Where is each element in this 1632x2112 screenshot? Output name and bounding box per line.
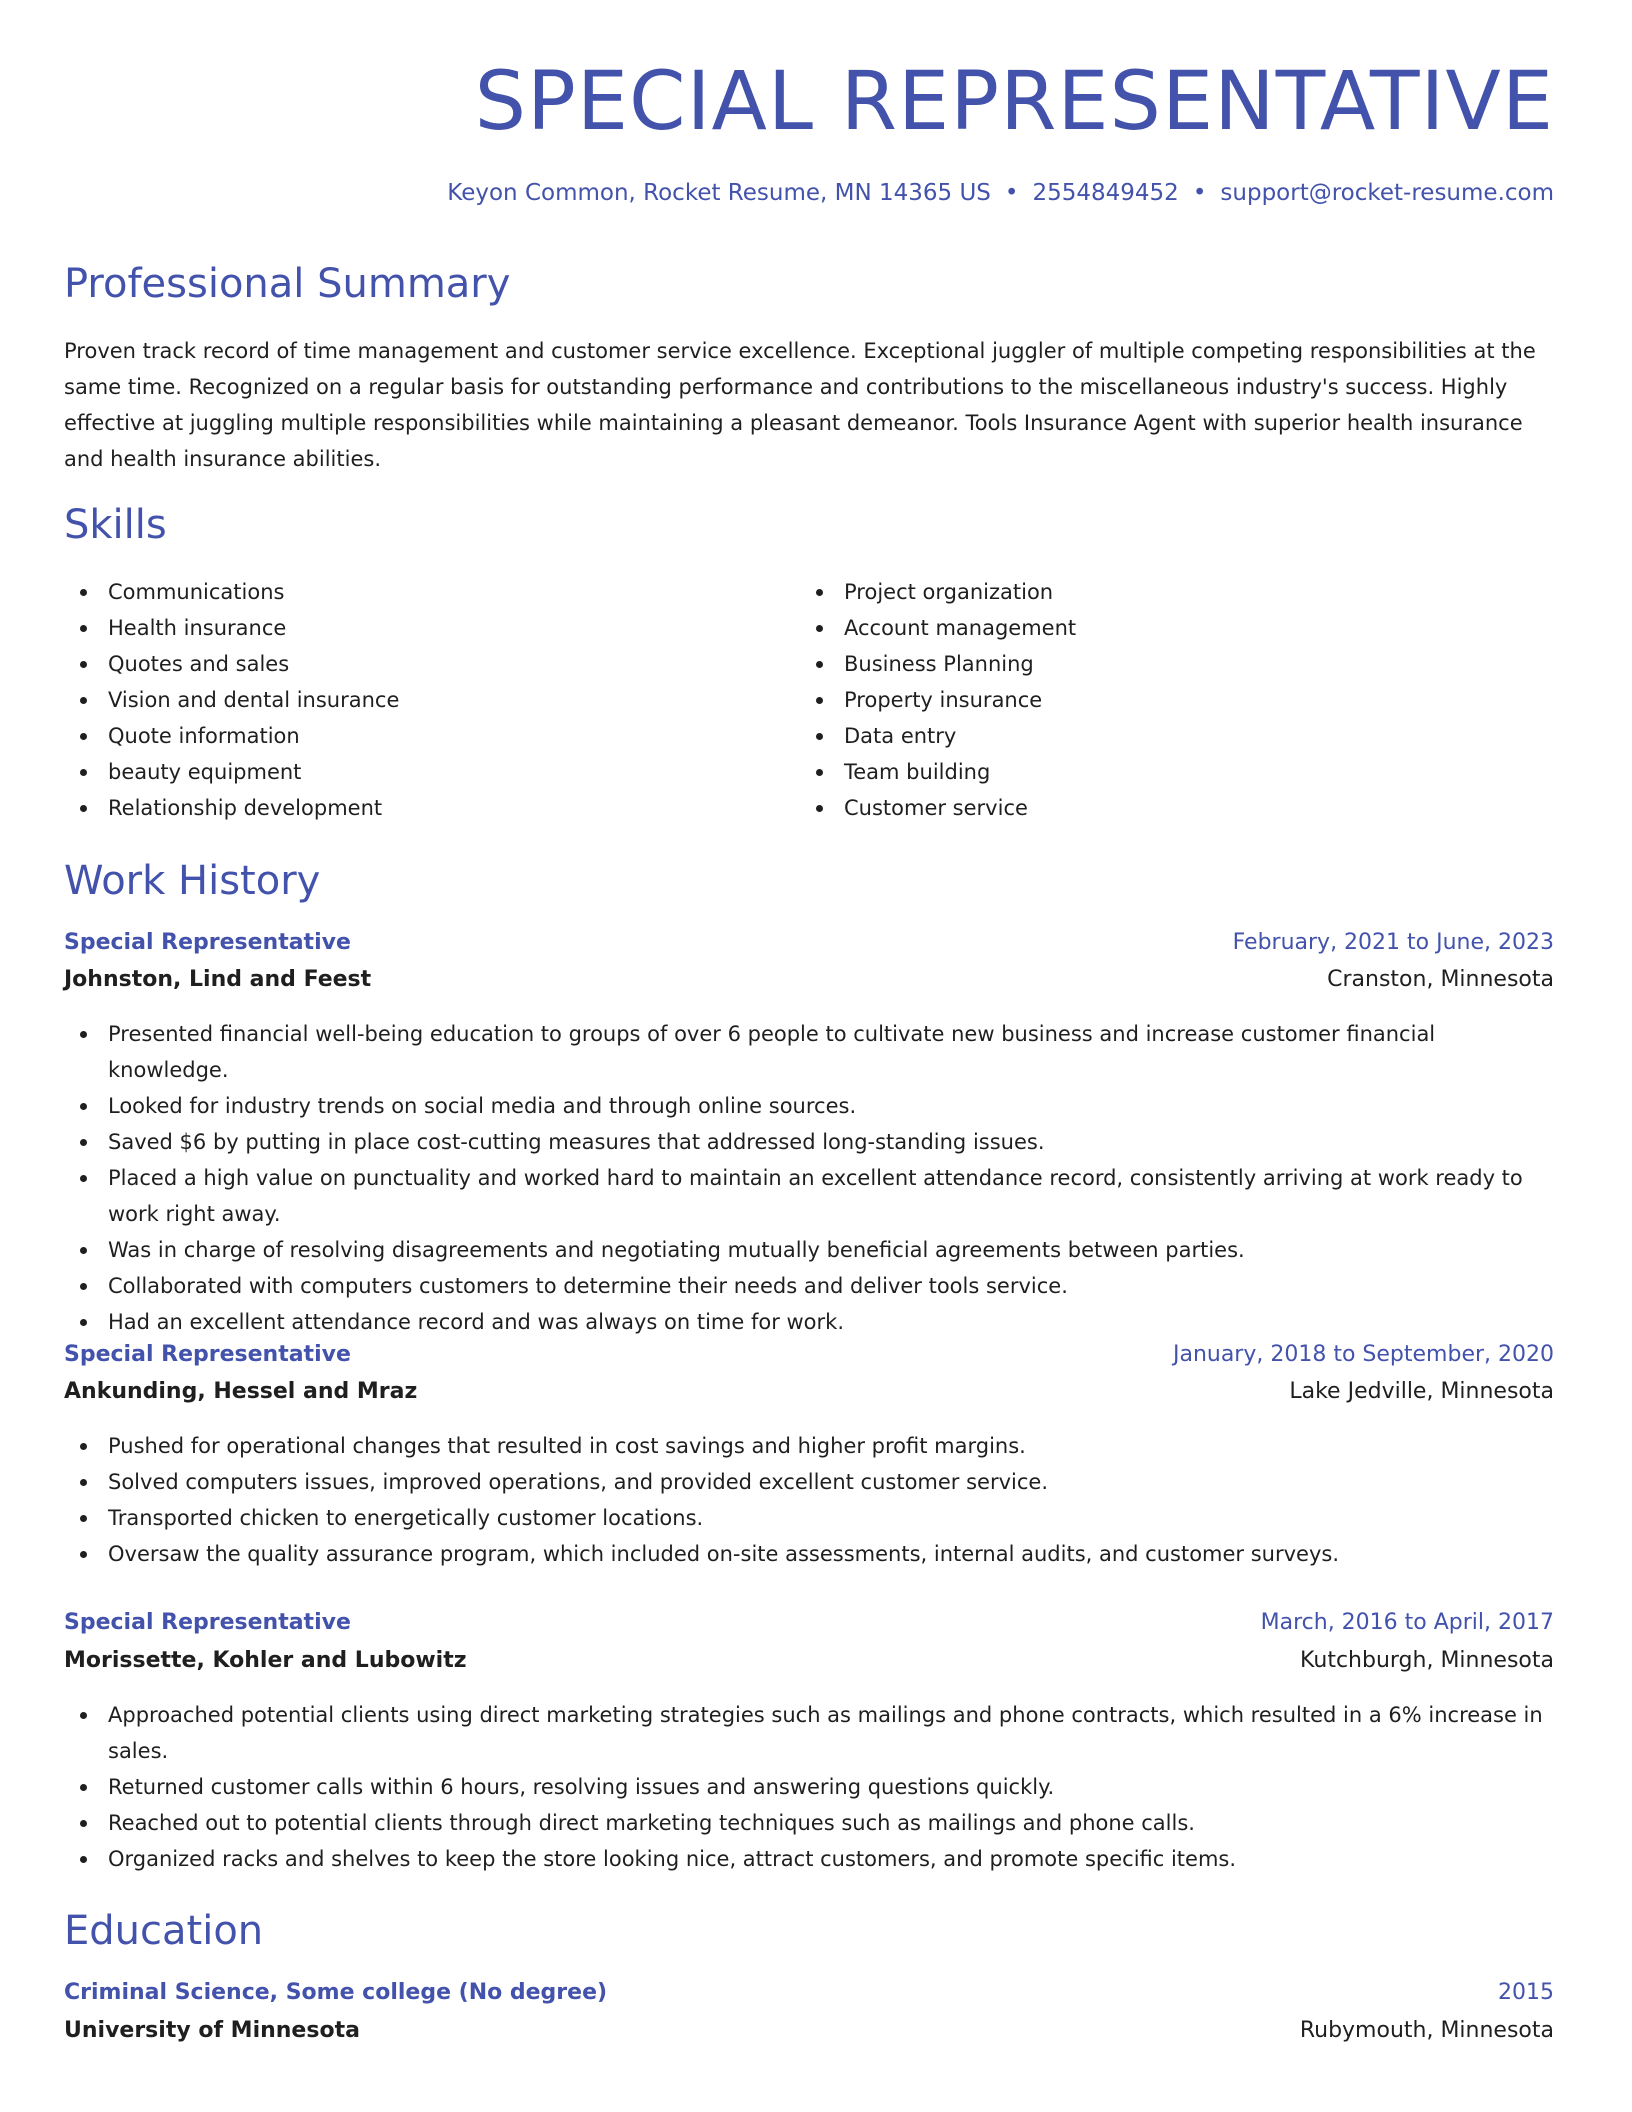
skills-heading: Skills (64, 502, 167, 548)
skill-item: Health insurance (64, 610, 399, 646)
work-history-heading: Work History (64, 858, 321, 904)
skill-item: Team building (800, 754, 1076, 790)
job-header (64, 1337, 1554, 1373)
contact-separator: • (1192, 180, 1207, 206)
job-subheader (64, 962, 1554, 998)
job-title: Special Representative (64, 1342, 351, 1367)
contact-separator: • (1004, 180, 1019, 206)
job-bullet: Approached potential clients using direct marketing strategies such as mailings and phone contracts, which resulted in a 6% increase in sales. (64, 1697, 1554, 1769)
skill-item: Relationship development (64, 790, 399, 826)
education-school: University of Minnesota (64, 2018, 360, 2043)
job-bullet: Saved $6 by putting in place cost-cutting measures that addressed long-standing issues. (64, 1124, 1554, 1160)
skills-list-right (800, 574, 1076, 826)
education-degree: Criminal Science, Some college (No degree) (64, 1980, 608, 2005)
job-bullet: Was in charge of resolving disagreements and negotiating mutually beneficial agreements between parties. (64, 1232, 1554, 1268)
job-bullet: Collaborated with computers customers to determine their needs and deliver tools service. (64, 1268, 1554, 1304)
job-location: Lake Jedville, Minnesota (1289, 1379, 1554, 1404)
job-location: Cranston, Minnesota (1327, 967, 1554, 992)
job-dates: February, 2021 to June, 2023 (1232, 930, 1554, 955)
job-bullets (64, 1697, 1554, 1877)
contact-line (447, 178, 1554, 208)
job-company: Ankunding, Hessel and Mraz (64, 1379, 418, 1404)
job-bullet: Organized racks and shelves to keep the store looking nice, attract customers, and promote specific items. (64, 1841, 1554, 1877)
job-bullets (64, 1428, 1554, 1572)
job-bullet: Looked for industry trends on social media and through online sources. (64, 1088, 1554, 1124)
skill-item: beauty equipment (64, 754, 399, 790)
education-header (64, 1975, 1554, 2011)
skill-item: Business Planning (800, 646, 1076, 682)
job-dates: January, 2018 to September, 2020 (1172, 1342, 1554, 1367)
job-dates: March, 2016 to April, 2017 (1260, 1610, 1554, 1635)
job-bullet: Returned customer calls within 6 hours, resolving issues and answering questions quickly. (64, 1769, 1554, 1805)
job-company: Johnston, Lind and Feest (64, 967, 372, 992)
job-subheader (64, 1643, 1554, 1679)
resume-name: SPECIAL REPRESENTATIVE (474, 55, 1554, 149)
skill-item: Quotes and sales (64, 646, 399, 682)
skill-item: Project organization (800, 574, 1076, 610)
skill-item: Data entry (800, 718, 1076, 754)
job-bullet: Had an excellent attendance record and was always on time for work. (64, 1304, 1554, 1340)
job-company: Morissette, Kohler and Lubowitz (64, 1648, 467, 1673)
skill-item: Communications (64, 574, 399, 610)
job-bullets (64, 1016, 1554, 1340)
contact-phone: 2554849452 (1032, 180, 1179, 206)
skill-item: Account management (800, 610, 1076, 646)
summary-heading: Professional Summary (64, 261, 511, 307)
skill-item: Property insurance (800, 682, 1076, 718)
job-header (64, 1605, 1554, 1641)
summary-text: Proven track record of time management and customer service excellence. Exceptional juggler of multiple competing responsibilities at the same time. Recognized on a regular basis for outstanding performance and contributions to the miscellaneous industry's success. Highly effective at juggling multiple responsibilities while maintaining a pleasant demeanor. Tools Insurance Agent with superior health insurance and health insurance abilities. (64, 339, 1536, 471)
job-bullet: Transported chicken to energetically customer locations. (64, 1500, 1554, 1536)
contact-address: Keyon Common, Rocket Resume, MN 14365 US (447, 180, 991, 206)
job-header (64, 925, 1554, 961)
job-bullet: Pushed for operational changes that resulted in cost savings and higher profit margins. (64, 1428, 1554, 1464)
job-title: Special Representative (64, 930, 351, 955)
job-bullet: Solved computers issues, improved operations, and provided excellent customer service. (64, 1464, 1554, 1500)
education-year: 2015 (1498, 1980, 1554, 2005)
education-heading: Education (64, 1908, 264, 1954)
job-location: Kutchburgh, Minnesota (1300, 1648, 1554, 1673)
job-bullet: Presented financial well-being education to groups of over 6 people to cultivate new business and increase customer financial knowledge. (64, 1016, 1554, 1088)
education-location: Rubymouth, Minnesota (1299, 2018, 1554, 2043)
job-bullet: Placed a high value on punctuality and worked hard to maintain an excellent attendance record, consistently arriving at work ready to work right away. (64, 1160, 1554, 1232)
job-title: Special Representative (64, 1610, 351, 1635)
job-bullet: Oversaw the quality assurance program, which included on-site assessments, internal audits, and customer surveys. (64, 1536, 1554, 1572)
resume-page (64, 0, 1554, 2043)
job-bullet: Reached out to potential clients through direct marketing techniques such as mailings and phone calls. (64, 1805, 1554, 1841)
skills-list-left (64, 574, 399, 826)
contact-email: support@rocket-resume.com (1220, 180, 1554, 206)
skill-item: Customer service (800, 790, 1076, 826)
skill-item: Quote information (64, 718, 399, 754)
education-subheader (64, 2013, 1554, 2049)
skill-item: Vision and dental insurance (64, 682, 399, 718)
job-subheader (64, 1374, 1554, 1410)
